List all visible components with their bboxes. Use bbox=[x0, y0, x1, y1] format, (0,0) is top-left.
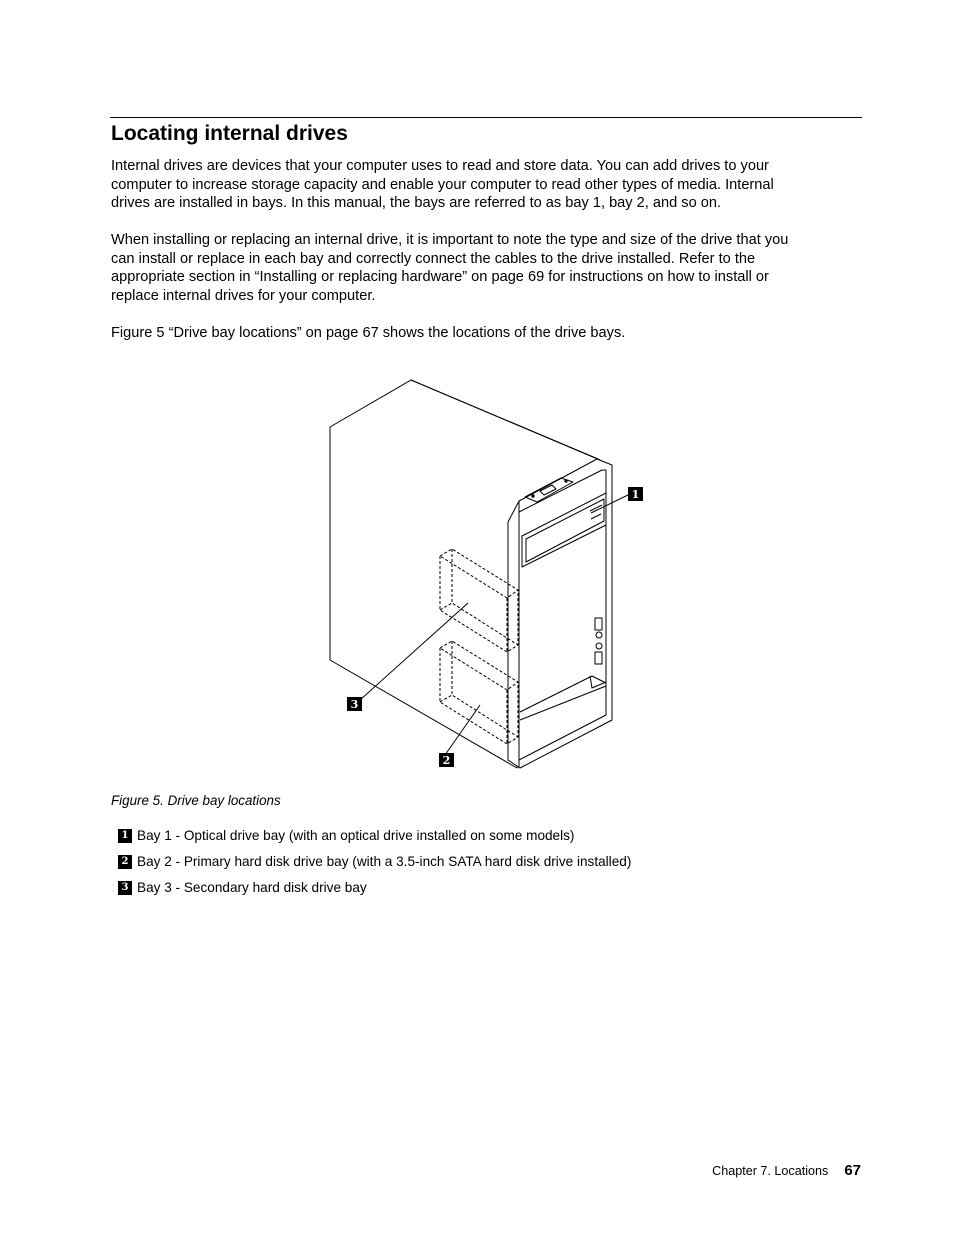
chapter-label: Chapter 7. Locations bbox=[712, 1164, 829, 1178]
page-title: Locating internal drives bbox=[111, 122, 348, 145]
bay-legend bbox=[118, 827, 818, 905]
text-line: drives are installed in bays. In this manual, the bays are referred to as bay 1, bay 2, and so on. bbox=[111, 195, 722, 211]
text-line: can install or replace in each bay and correctly connect the cables to the drive installed. Refer to the bbox=[111, 250, 756, 267]
legend-badge: 1 bbox=[118, 829, 132, 843]
text-line: Internal drives are devices that your computer uses to read and store data. You can add drives to your bbox=[111, 158, 769, 174]
text-line: When installing or replacing an internal drive, it is important to note the type and size of the drive that you bbox=[111, 232, 789, 248]
text-line: appropriate section in “Installing or replacing hardware” on page 69 for instructions on how to install or bbox=[111, 269, 769, 285]
heading-rule bbox=[110, 117, 862, 118]
page-number: 67 bbox=[844, 1162, 861, 1179]
legend-item-bay-1 bbox=[118, 827, 818, 844]
legend-item-bay-2 bbox=[118, 853, 818, 870]
legend-text: Bay 3 - Secondary hard disk drive bay bbox=[137, 880, 367, 895]
drive-bay-figure bbox=[300, 370, 660, 775]
paragraph-intro bbox=[111, 157, 856, 213]
legend-badge: 3 bbox=[118, 881, 132, 895]
paragraph-figure-reference bbox=[111, 324, 856, 343]
legend-text: Bay 1 - Optical drive bay (with an optical drive installed on some models) bbox=[137, 828, 575, 843]
callout-3-label: 3 bbox=[350, 698, 359, 711]
callout-2-label: 2 bbox=[442, 754, 451, 767]
callout-1-label: 1 bbox=[631, 488, 640, 501]
text-line: Figure 5 “Drive bay locations” on page 67 shows the locations of the drive bays. bbox=[111, 325, 626, 341]
text-line: computer to increase storage capacity and enable your computer to read other types of media. Internal bbox=[111, 176, 774, 193]
paragraph-installing bbox=[111, 231, 856, 305]
computer-tower-illustration bbox=[300, 370, 660, 775]
figure-caption: Figure 5. Drive bay locations bbox=[111, 793, 281, 808]
legend-text: Bay 2 - Primary hard disk drive bay (with a 3.5-inch SATA hard disk drive installed) bbox=[137, 854, 632, 869]
legend-item-bay-3 bbox=[118, 879, 818, 896]
legend-badge: 2 bbox=[118, 855, 132, 869]
page-footer bbox=[712, 1162, 861, 1179]
text-line: replace internal drives for your computer. bbox=[111, 287, 376, 304]
